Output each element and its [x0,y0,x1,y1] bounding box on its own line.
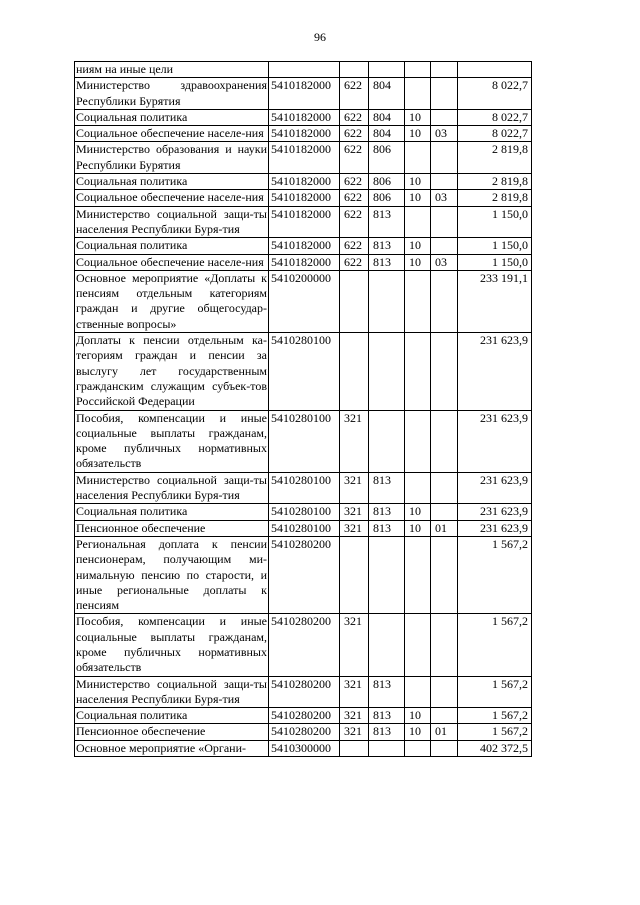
subsection-code-cell [431,78,458,110]
section-code-cell [405,270,431,332]
table-row [75,472,532,504]
row-name-cell: Социальное обеспечение населе-ния [75,254,269,270]
section-code-cell [405,78,431,110]
table-row [75,174,532,190]
amount-cell: 1 567,2 [458,676,532,708]
expense-type-code-cell [340,740,369,756]
expense-type-code-cell: 321 [340,724,369,740]
administrator-code-cell: 813 [369,472,405,504]
target-article-code-cell: 5410280200 [269,724,340,740]
expense-type-code-cell [340,62,369,78]
target-article-code-cell: 5410280200 [269,536,340,613]
administrator-code-cell [369,270,405,332]
section-code-cell: 10 [405,254,431,270]
expense-type-code-cell [340,333,369,410]
subsection-code-cell [431,174,458,190]
row-name-cell: Пенсионное обеспечение [75,520,269,536]
table-row [75,78,532,110]
subsection-code-cell [431,206,458,238]
row-name-cell: Социальная политика [75,504,269,520]
subsection-code-cell [431,676,458,708]
administrator-code-cell [369,740,405,756]
table-row [75,504,532,520]
amount-cell: 231 623,9 [458,520,532,536]
subsection-code-cell [431,238,458,254]
section-code-cell: 10 [405,520,431,536]
target-article-code-cell: 5410182000 [269,174,340,190]
section-code-cell [405,740,431,756]
table-row [75,520,532,536]
target-article-code-cell: 5410182000 [269,142,340,174]
amount-cell: 8 022,7 [458,126,532,142]
target-article-code-cell: 5410182000 [269,254,340,270]
administrator-code-cell [369,614,405,676]
section-code-cell [405,410,431,472]
target-article-code-cell: 5410182000 [269,126,340,142]
row-name-cell: Министерство здравоохранения Республики Бурятия [76,78,267,108]
row-name-cell: Пенсионное обеспечение [75,724,269,740]
amount-cell [458,62,532,78]
administrator-code-cell: 813 [369,708,405,724]
expense-type-code-cell: 622 [340,78,369,110]
table-row [75,676,532,708]
row-name-cell: Социальная политика [75,708,269,724]
table-row [75,270,532,332]
subsection-code-cell [431,708,458,724]
expense-type-code-cell: 321 [340,410,369,472]
amount-cell: 8 022,7 [458,78,532,110]
target-article-code-cell: 5410280100 [269,472,340,504]
row-name-cell: Доплаты к пенсии отдельным ка-тегориям граждан и пенсии за выслугу лет государственным гражданским служащим субъек-тов Российской Федерации [76,333,267,409]
row-name-cell: Министерство социальной защи-ты населения Республики Буря-тия [76,472,267,503]
administrator-code-cell: 813 [369,206,405,238]
table-body [75,62,532,757]
table-row [75,238,532,254]
target-article-code-cell: 5410300000 [269,740,340,756]
subsection-code-cell [431,109,458,125]
section-code-cell: 10 [405,126,431,142]
row-name-cell: Социальное обеспечение населе-ния [75,126,269,142]
expense-type-code-cell: 622 [340,126,369,142]
administrator-code-cell: 804 [369,126,405,142]
section-code-cell [405,206,431,238]
subsection-code-cell [431,536,458,613]
subsection-code-cell: 03 [431,190,458,206]
row-name-cell: Основное мероприятие «Органи- [75,740,269,756]
amount-cell: 1 567,2 [458,536,532,613]
administrator-code-cell [369,62,405,78]
amount-cell: 2 819,8 [458,174,532,190]
section-code-cell: 10 [405,109,431,125]
subsection-code-cell [431,740,458,756]
section-code-cell [405,62,431,78]
amount-cell: 2 819,8 [458,142,532,174]
expense-type-code-cell: 321 [340,614,369,676]
subsection-code-cell [431,472,458,504]
amount-cell: 2 819,8 [458,190,532,206]
section-code-cell: 10 [405,708,431,724]
administrator-code-cell: 804 [369,78,405,110]
expense-type-code-cell: 622 [340,109,369,125]
subsection-code-cell: 01 [431,724,458,740]
amount-cell: 231 623,9 [458,333,532,410]
administrator-code-cell: 804 [369,109,405,125]
subsection-code-cell [431,142,458,174]
amount-cell: 231 623,9 [458,504,532,520]
row-name-cell: Министерство социальной защи-ты населения Республики Буря-тия [76,676,267,706]
target-article-code-cell: 5410182000 [269,238,340,254]
administrator-code-cell: 813 [369,724,405,740]
expense-type-code-cell: 321 [340,504,369,520]
page-number: 96 [314,30,326,44]
section-code-cell [405,333,431,410]
section-code-cell [405,472,431,504]
section-code-cell: 10 [405,724,431,740]
row-name-cell: Основное мероприятие «Доплаты к пенсиям отдельным категориям граждан и другие общегосудар-ственные вопросы» [76,270,267,331]
expense-type-code-cell: 321 [340,472,369,504]
administrator-code-cell: 806 [369,174,405,190]
target-article-code-cell: 5410280100 [269,520,340,536]
row-name-cell: Региональная доплата к пенсии пенсионерам, получающим ми-нимальную пенсию по старости, и иные региональные доплаты к пенсиям [76,536,267,613]
administrator-code-cell [369,536,405,613]
subsection-code-cell [431,504,458,520]
target-article-code-cell: 5410182000 [269,190,340,206]
target-article-code-cell: 5410280100 [269,333,340,410]
administrator-code-cell: 806 [369,142,405,174]
row-name-cell: Пособия, компенсации и иные социальные выплаты гражданам, кроме публичных нормативных обязательств [76,410,267,471]
amount-cell: 1 150,0 [458,238,532,254]
table-row [75,109,532,125]
budget-table [74,61,532,757]
amount-cell: 1 150,0 [458,254,532,270]
administrator-code-cell: 806 [369,190,405,206]
amount-cell: 233 191,1 [458,270,532,332]
row-name-cell: ниям на иные цели [75,62,269,78]
subsection-code-cell: 03 [431,126,458,142]
row-name-cell: Социальная политика [75,238,269,254]
subsection-code-cell [431,62,458,78]
table-row [75,724,532,740]
expense-type-code-cell: 622 [340,254,369,270]
administrator-code-cell: 813 [369,238,405,254]
administrator-code-cell [369,410,405,472]
target-article-code-cell: 5410182000 [269,78,340,110]
table-row [75,410,532,472]
expense-type-code-cell: 622 [340,174,369,190]
table-row [75,333,532,410]
amount-cell: 1 567,2 [458,724,532,740]
subsection-code-cell [431,614,458,676]
expense-type-code-cell: 622 [340,142,369,174]
amount-cell: 1 567,2 [458,614,532,676]
section-code-cell [405,142,431,174]
section-code-cell: 10 [405,190,431,206]
row-name-cell: Пособия, компенсации и иные социальные выплаты гражданам, кроме публичных нормативных обязательств [76,614,267,675]
amount-cell: 231 623,9 [458,410,532,472]
expense-type-code-cell: 622 [340,206,369,238]
section-code-cell [405,614,431,676]
administrator-code-cell: 813 [369,676,405,708]
target-article-code-cell: 5410200000 [269,270,340,332]
table-row [75,206,532,238]
target-article-code-cell: 5410280100 [269,504,340,520]
section-code-cell [405,536,431,613]
row-name-cell: Социальная политика [75,109,269,125]
table-row [75,142,532,174]
target-article-code-cell: 5410280200 [269,708,340,724]
row-name-cell: Министерство образования и науки Республики Бурятия [76,142,267,172]
target-article-code-cell: 5410280100 [269,410,340,472]
expense-type-code-cell: 622 [340,190,369,206]
administrator-code-cell: 813 [369,254,405,270]
table-row [75,708,532,724]
subsection-code-cell: 03 [431,254,458,270]
subsection-code-cell [431,410,458,472]
expense-type-code-cell: 321 [340,708,369,724]
table-row [75,190,532,206]
table-row [75,614,532,676]
expense-type-code-cell: 622 [340,238,369,254]
target-article-code-cell [269,62,340,78]
amount-cell: 231 623,9 [458,472,532,504]
subsection-code-cell [431,270,458,332]
expense-type-code-cell [340,270,369,332]
administrator-code-cell: 813 [369,520,405,536]
table-row [75,536,532,613]
subsection-code-cell: 01 [431,520,458,536]
expense-type-code-cell [340,536,369,613]
target-article-code-cell: 5410182000 [269,109,340,125]
administrator-code-cell: 813 [369,504,405,520]
target-article-code-cell: 5410280200 [269,614,340,676]
table-row [75,254,532,270]
expense-type-code-cell: 321 [340,520,369,536]
table-row [75,62,532,78]
target-article-code-cell: 5410182000 [269,206,340,238]
row-name-cell: Министерство социальной защи-ты населения Республики Буря-тия [76,206,267,236]
amount-cell: 402 372,5 [458,740,532,756]
expense-type-code-cell: 321 [340,676,369,708]
section-code-cell: 10 [405,504,431,520]
row-name-cell: Социальное обеспечение населе-ния [75,190,269,206]
target-article-code-cell: 5410280200 [269,676,340,708]
row-name-cell: Социальная политика [75,174,269,190]
table-row [75,740,532,756]
amount-cell: 8 022,7 [458,109,532,125]
amount-cell: 1 150,0 [458,206,532,238]
section-code-cell [405,676,431,708]
subsection-code-cell [431,333,458,410]
administrator-code-cell [369,333,405,410]
section-code-cell: 10 [405,174,431,190]
section-code-cell: 10 [405,238,431,254]
amount-cell: 1 567,2 [458,708,532,724]
table-row [75,126,532,142]
